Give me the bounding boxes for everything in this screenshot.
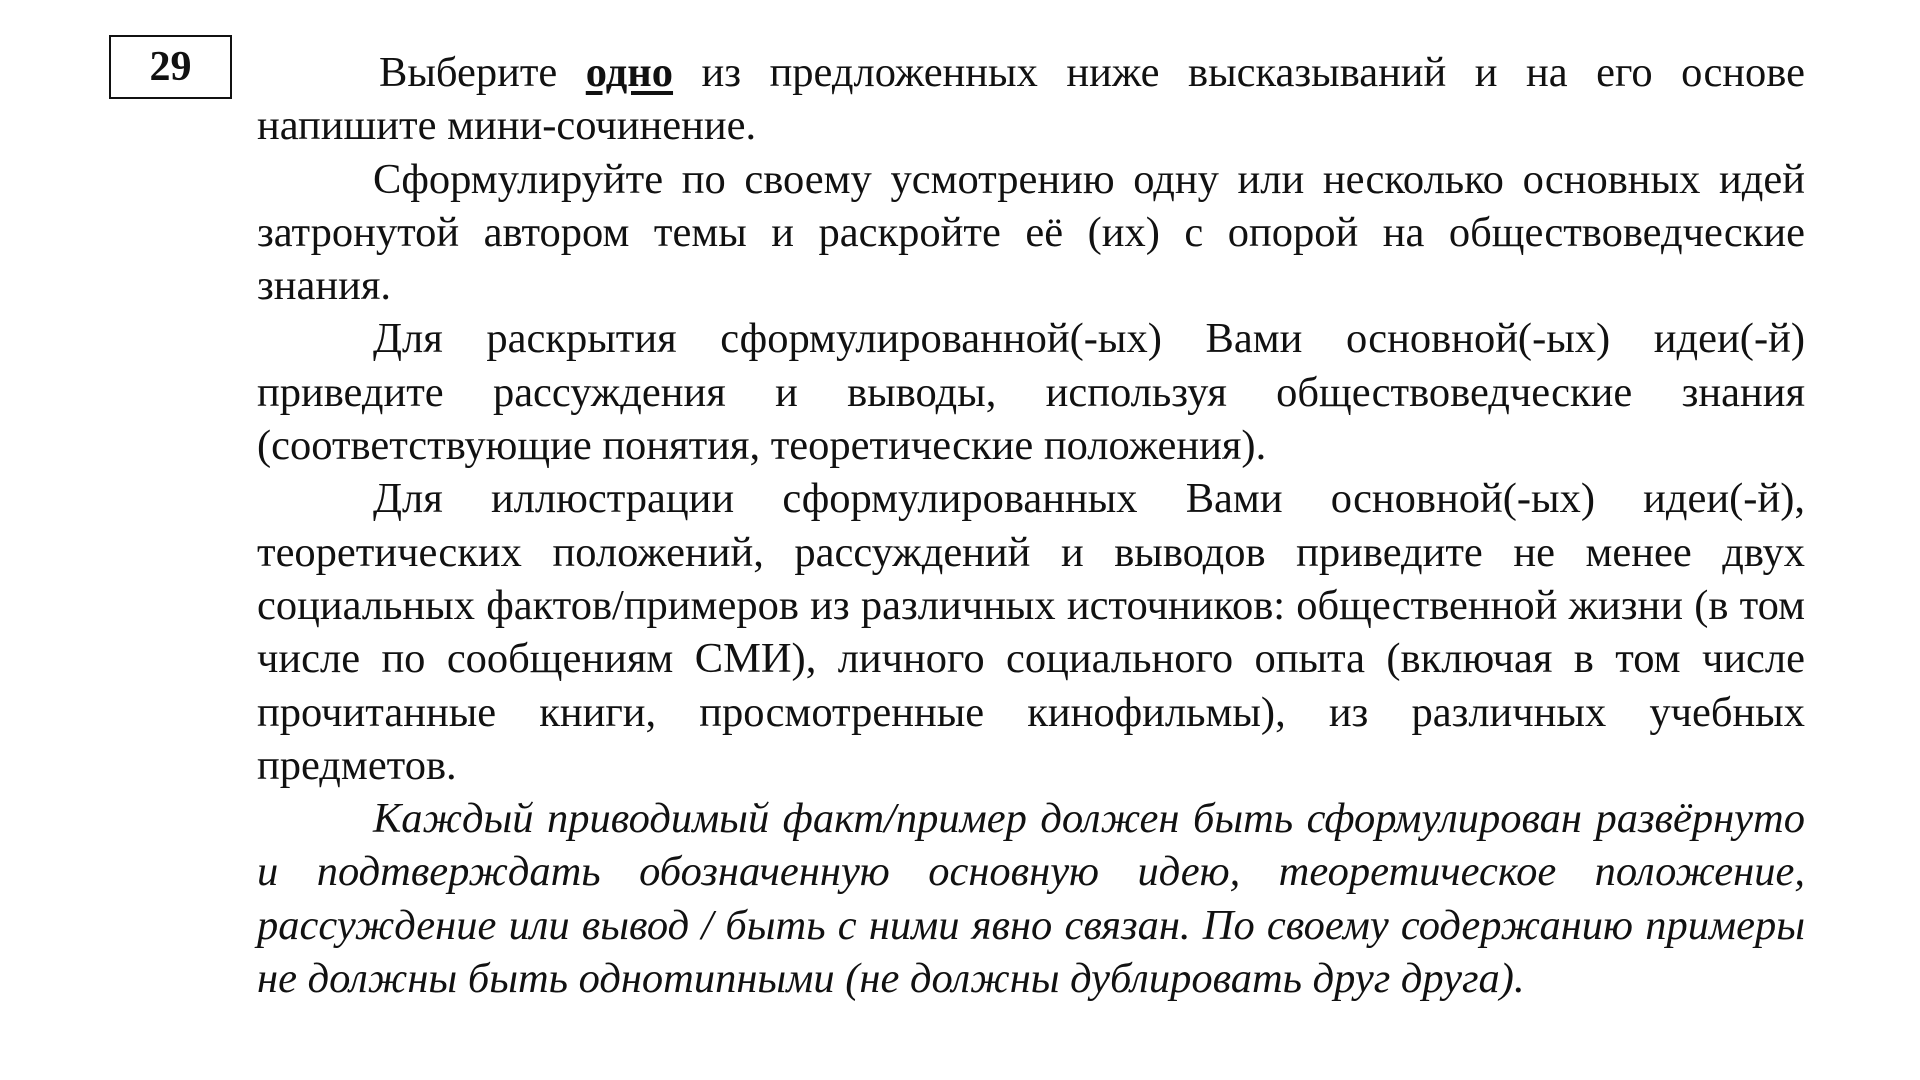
instruction-paragraph-formulate: Сформулируйте по своему усмотрению одну или несколько основных идей затронутой автором темы и раскройте её (их) с опорой на обществоведческие знания. bbox=[257, 155, 1805, 310]
instruction-text-after: из предложенных ниже высказываний и на его основе напишите мини-сочинение. bbox=[257, 49, 1805, 150]
instruction-paragraph-examples: Для иллюстрации сформулированных Вами основной(-ых) идеи(-й), теоретических положений, рассуждений и выводов приведите не менее двух социальных фактов/примеров из различных источников: общественной жизни (в том числе по сообщениям СМИ), личного социального опыта (включая в том числе прочитанные книги, просмотренные кинофильмы), из различных учебных предметов. bbox=[257, 475, 1805, 789]
instruction-paragraph-reasoning: Для раскрытия сформулированной(-ых) Вами основной(-ых) идеи(-й) приведите рассуждения и выводы, используя обществоведческие знания (соответствующие понятия, теоретические положения). bbox=[257, 315, 1805, 470]
instruction-paragraph-requirements: Каждый приводимый факт/пример должен быть сформулирован развёрнуто и подтверждать обозначенную основную идею, теоретическое положение, рассуждение или вывод / быть с ними явно связан. По своему содержанию примеры не должны быть однотипными (не должны дублировать друг друга). bbox=[257, 795, 1805, 1003]
instruction-paragraph-choose bbox=[257, 46, 1805, 153]
task-instructions bbox=[257, 46, 1805, 1005]
instruction-text-before: Выберите bbox=[379, 49, 586, 96]
task-number-box bbox=[109, 35, 232, 99]
emphasized-word: одно bbox=[585, 49, 674, 96]
task-number: 29 bbox=[149, 44, 192, 90]
